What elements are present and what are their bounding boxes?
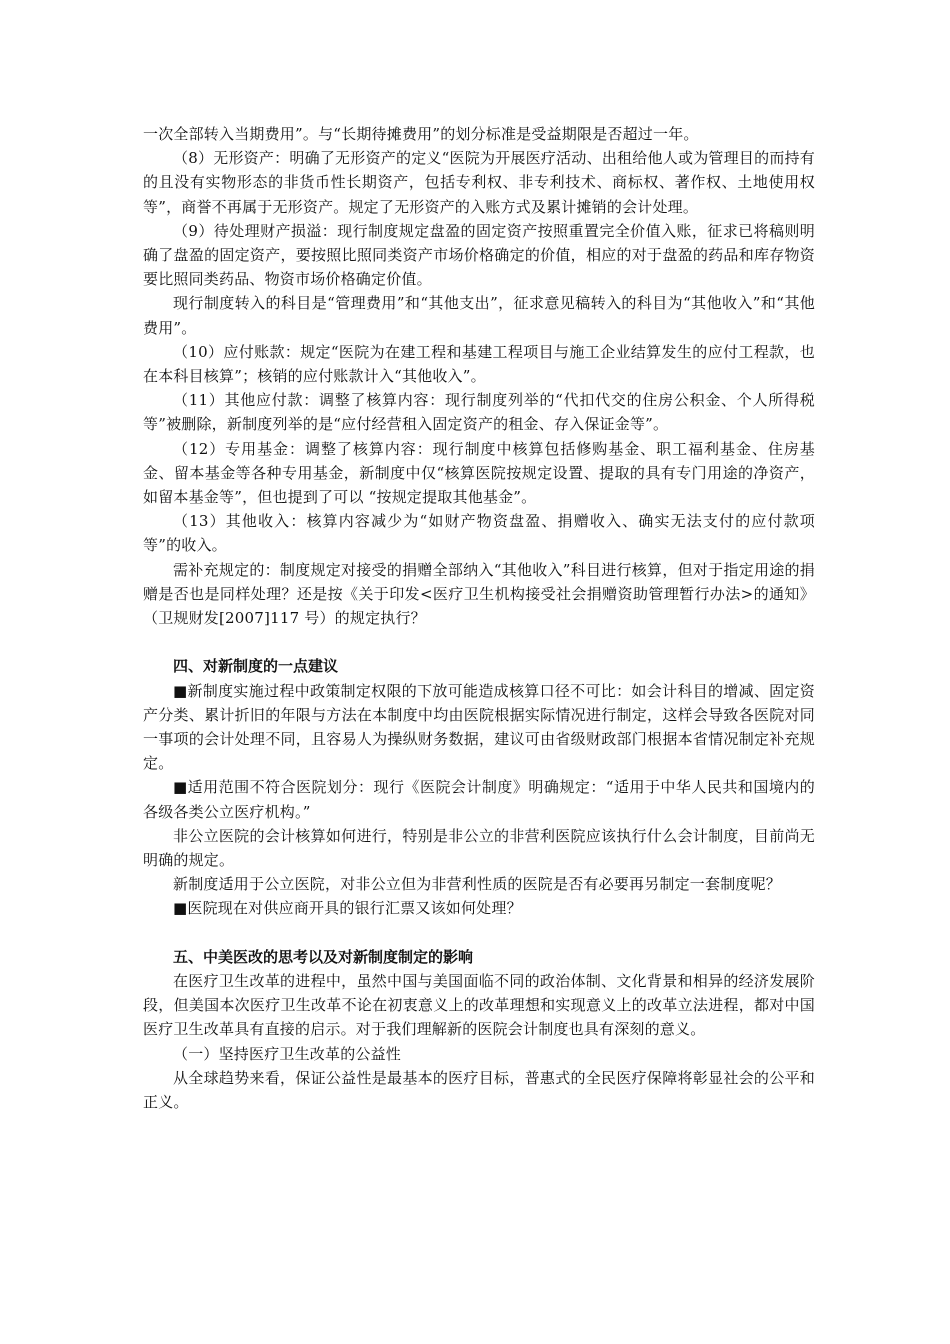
- section-gap: [143, 630, 815, 654]
- paragraph-non-profit-question: 新制度适用于公立医院，对非公立但为非营利性质的医院是否有必要再另制定一套制度呢？: [173, 875, 782, 894]
- subheading-public-welfare: （一）坚持医疗卫生改革的公益性: [173, 1044, 402, 1063]
- paragraph-other-income: （13）其他收入：核算内容减少为“如财产物资盘盈、捐赠收入、确实无法支付的应付款项等”的收入。: [143, 512, 815, 555]
- paragraph-transfer-accounts: 现行制度转入的科目是“管理费用”和“其他支出”，征求意见稿转入的科目为“其他收入”和“其他费用”。: [143, 294, 815, 337]
- paragraph-reform-context: 在医疗卫生改革的进程中，虽然中国与美国面临不同的政治体制、文化背景和相异的经济发展阶段，但美国本次医疗卫生改革不论在初衷意义上的改革理想和实现意义上的改革立法进程，都对中国医疗卫生改革具有直接的启示。对于我们理解新的医院会计制度也具有深刻的意义。: [143, 972, 815, 1039]
- paragraph-private-hospitals: 非公立医院的会计核算如何进行，特别是非公立的非营利医院应该执行什么会计制度，目前尚无明确的规定。: [143, 826, 815, 870]
- paragraph-bank-draft-question: ■医院现在对供应商开具的银行汇票又该如何处理？: [173, 899, 522, 918]
- section-heading-sino-us-reform: 五、中美医改的思考以及对新制度制定的影响: [173, 947, 474, 966]
- paragraph-policy-delegation: ■新制度实施过程中政策制定权限的下放可能造成核算口径不可比：如会计科目的增减、固定资产分类、累计折旧的年限与方法在本制度中均由医院根据实际情况进行制定，这样会导致各医院对同一事项的会计处理不同，且容易人为操纵财务数据，建议可由省级财政部门根据本省情况制定补充规定。: [143, 681, 815, 773]
- section-heading-suggestions: 四、对新制度的一点建议: [173, 657, 339, 676]
- paragraph-accounts-payable: （10）应付账款：规定“医院为在建工程和基建工程项目与施工企业结算发生的应付工程款，也在本科目核算”；核销的应付账款计入“其他收入”。: [143, 342, 815, 386]
- paragraph-intangible-assets: （8）无形资产：明确了无形资产的定义“医院为开展医疗活动、出租给他人或为管理目的而持有的且没有实物形态的非货币性长期资产，包括专利权、非专利技术、商标权、著作权、土地使用权等”，商誉不再属于无形资产。规定了无形资产的入账方式及累计摊销的会计处理。: [143, 149, 815, 216]
- paragraph-special-funds: （12）专用基金：调整了核算内容：现行制度中核算包括修购基金、职工福利基金、住房基金、留本基金等各种专用基金，新制度中仅“核算医院按规定设置、提取的具有专门用途的净资产，如留本基金等”，但也提到了可以 “按规定提取其他基金”。: [143, 439, 815, 507]
- paragraph-scope-mismatch: ■适用范围不符合医院划分：现行《医院会计制度》明确规定：“适用于中华人民共和国境内的各级各类公立医疗机构。”: [143, 778, 815, 821]
- section-gap: [143, 921, 815, 945]
- paragraph-pending-property-gains: （9）待处理财产损溢：现行制度规定盘盈的固定资产按照重置完全价值入账，征求已将稿则明确了盘盈的固定资产，要按照比照同类资产市场价格确定的价值，相应的对于盘盈的药品和库存物资要比照同类药品、物资市场价格确定价值。: [143, 221, 815, 289]
- paragraph-global-trend: 从全球趋势来看，保证公益性是最基本的医疗目标，普惠式的全民医疗保障将彰显社会的公平和正义。: [143, 1068, 815, 1112]
- paragraph-long-term-prepaid: 一次全部转入当期费用”。与“长期待摊费用”的划分标准是受益期限是否超过一年。: [143, 125, 699, 143]
- document-body: [143, 122, 815, 1114]
- paragraph-supplementary-rules: 需补充规定的：制度规定对接受的捐赠全部纳入“其他收入”科目进行核算，但对于指定用途的捐赠是否也是同样处理？还是按《关于印发<医疗卫生机构接受社会捐赠资助管理暂行办法>的通知》（卫规财发[2007]117 号）的规定执行？: [143, 560, 815, 628]
- paragraph-other-payables: （11）其他应付款：调整了核算内容：现行制度列举的“代扣代交的住房公积金、个人所得税等”被删除，新制度列举的是“应付经营租入固定资产的租金、存入保证金等”。: [143, 391, 815, 434]
